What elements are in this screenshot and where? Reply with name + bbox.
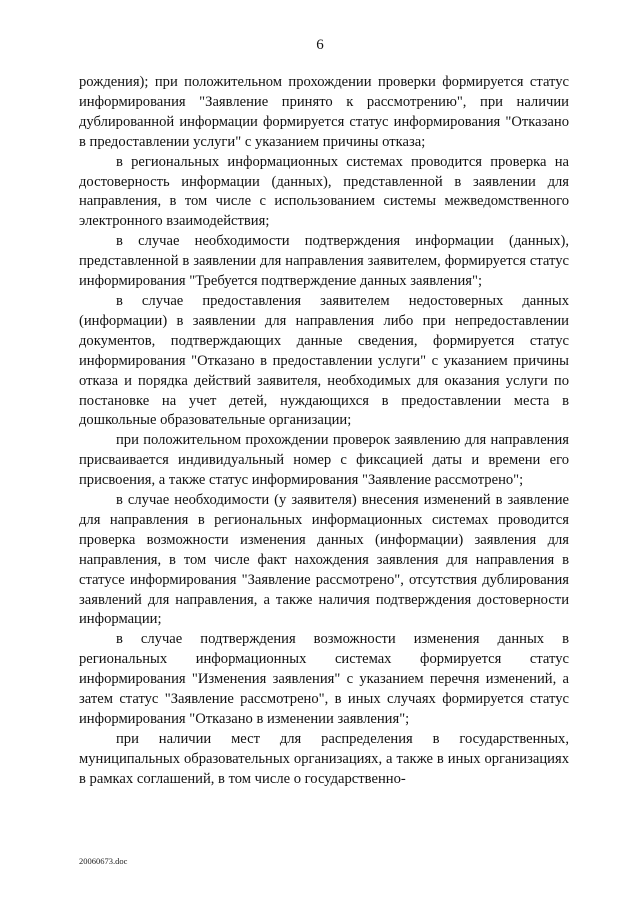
paragraph-places-available: при наличии мест для распределения в государственных, муниципальных образовательных организациях, а также в иных организациях в рамках соглашений, в том числе о государственно-: [79, 730, 569, 787]
paragraph-change-confirmed: в случае подтверждения возможности изменения данных в региональных информационных системах формируется статус информирования "Изменения заявления" с указанием перечня изменений, а затем статус "Заявление рассмотрено", в иных случаях формируется статус информирования "Отказано в изменении заявления";: [79, 631, 569, 727]
page-number: 6: [316, 37, 324, 53]
paragraph-continuation: рождения); при положительном прохождении проверки формируется статус информирования "Заявление принято к рассмотрению", при наличии дублированной информации формируется статус информирования "Отказано в предоставлении услуги" с указанием причины отказа;: [79, 74, 569, 150]
paragraph-unreliable-data: в случае предоставления заявителем недостоверных данных (информации) в заявлении для направления либо при непредоставлении документов, подтверждающих данные сведения, формируется статус информирования "Отказано в предоставлении услуги" с указанием причины отказа и порядка действий заявителя, необходимых для оказания услуги по постановке на учет детей, нуждающихся в предоставлении места в дошкольные образовательные организации;: [79, 292, 569, 429]
paragraph-verification: в региональных информационных системах проводится проверка на достоверность информации (данных), представленной в заявлении для направления, в том числе с использованием системы межведомственного электронного взаимодействия;: [79, 153, 569, 230]
document-body: [79, 73, 569, 790]
paragraph-number-assigned: при положительном прохождении проверок заявлению для направления присваивается индивидуальный номер с фиксацией даты и времени его присвоения, а также статус информирования "Заявление рассмотрено";: [79, 432, 569, 489]
footer-filename: 20060673.doc: [79, 856, 128, 866]
paragraph-confirmation-required: в случае необходимости подтверждения информации (данных), представленной в заявлении для направления заявителем, формируется статус информирования "Требуется подтверждение данных заявления";: [79, 233, 569, 290]
paragraph-change-request: в случае необходимости (у заявителя) внесения изменений в заявление для направления в региональных информационных системах проводится проверка возможности изменения данных (информации) заявления для направления, в том числе факт нахождения заявления для направления в статусе информирования "Заявление рассмотрено", отсутствия дублирования заявлений для направления, а также наличия подтверждения достоверности информации;: [79, 492, 569, 628]
